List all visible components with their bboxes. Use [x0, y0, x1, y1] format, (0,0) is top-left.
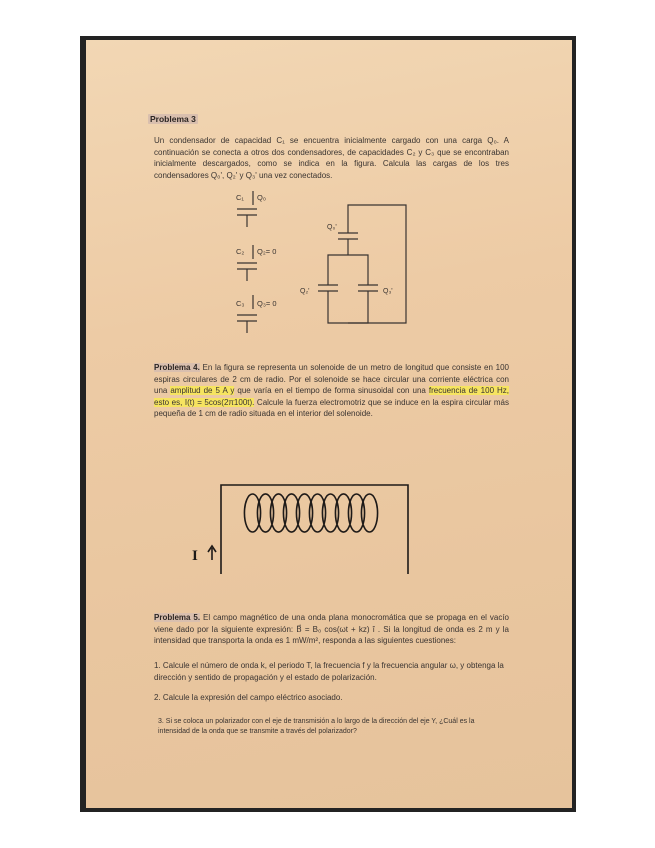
problema5-question-2: 2. Calcule la expresión del campo eléctrico asociado. — [154, 693, 343, 702]
problema4-text-c: Calcule la fuerza electromotriz que se induce en la espira circular más pequeña de 1 cm de radio situada en el interior del solenoide. — [154, 397, 509, 418]
problema5-title: Problema 5. — [154, 613, 201, 622]
solenoid-coil — [244, 494, 377, 532]
problema4-text — [154, 362, 509, 420]
problema5-intro: El campo magnético de una onda plana monocromática que se propaga en el vacío viene dado por la siguiente expresión: B⃗ = B₀ cos(ωt + kz) î . Si la longitud de onda es 2 m y la intensidad que transporta la onda es 1 mW/m², responda a las siguientes cuestiones: — [154, 613, 509, 645]
solenoid-diagram — [186, 480, 426, 580]
capacitor-circuit-diagram — [226, 185, 426, 345]
problema3-text: Un condensador de capacidad C₁ se encuentra inicialmente cargado con una carga Q₀. A continuación se conecta a otros dos condensadores, de capacidades C₂ y C₃ que se encontraban inicialmente descargados, como se indica en la figura. Calcula las cargas de los tres condensadores Q₀', Q₂' y Q₃' una vez conectados. — [154, 136, 509, 180]
q3-prime-label: Q₃' — [383, 288, 393, 295]
problema4-title: Problema 4. — [154, 363, 200, 372]
problema5-question-3: 3. Si se coloca un polarizador con el eje de transmisión a lo largo de la dirección del eje Y, ¿Cuál es la intensidad de la onda que se transmite a través del polarizador? — [158, 718, 475, 735]
q2-label: Q₂= 0 — [257, 247, 277, 256]
c2-label: C₂ — [236, 247, 245, 256]
problema4-text-a: En la figura se representa un solenoide de un metro de longitud que consiste en 100 espiras circulares de 2 cm de radio. Por el solenoide se hace circular una corriente eléctrica con una — [154, 363, 509, 395]
c3-label: C₃ — [236, 299, 245, 308]
problema4-text-b: que varía en el tiempo de forma sinusoidal con una — [234, 386, 429, 395]
c1-label: C₁ — [236, 193, 244, 202]
problema4-highlight-amplitude: amplitud de 5 A y — [170, 386, 235, 395]
q3-label: Q₃= 0 — [257, 299, 277, 308]
problema4-highlight-frequency: frecuencia de 100 Hz, esto es, I(t) = 5cos(2π100t). — [154, 386, 510, 407]
problema5-question-1: 1. Calcule el número de onda k, el periodo T, la frecuencia f y la frecuencia angular ω, y obtenga la dirección y sentido de propagación y el estado de polarización. — [154, 661, 504, 682]
q0-label: Q₀ — [257, 193, 266, 202]
problema3-title: Problema 3 — [150, 114, 196, 124]
problema5-text — [154, 612, 509, 647]
bleed-through-text — [236, 92, 546, 122]
q2-prime-label: Q₂' — [300, 288, 310, 295]
exam-sheet — [86, 40, 572, 808]
current-label: I — [192, 548, 198, 564]
q0-prime-label: Q₀' — [327, 224, 337, 231]
